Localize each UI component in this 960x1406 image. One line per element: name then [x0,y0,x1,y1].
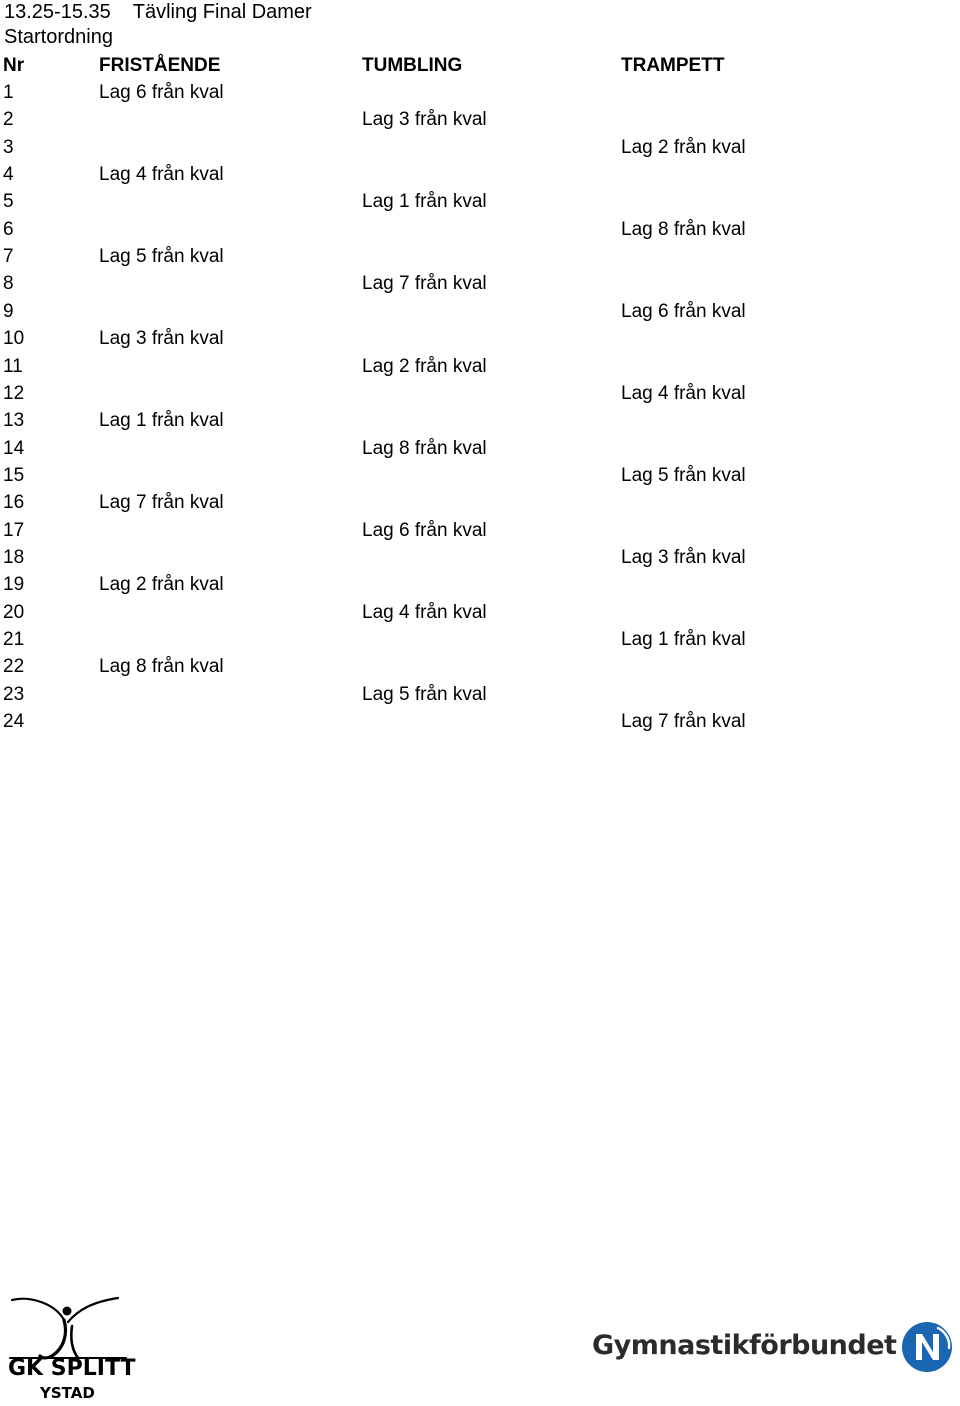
gk-splitt-name: GK SPLITT [8,1356,136,1381]
cell-nr: 23 [3,684,25,705]
cell-nr: 1 [3,82,14,103]
header-trampett: TRAMPETT [621,55,725,76]
cell-tumbling: Lag 2 från kval [362,356,487,377]
cell-fristaende: Lag 7 från kval [99,492,224,513]
cell-nr: 16 [3,492,25,513]
cell-fristaende: Lag 6 från kval [99,82,224,103]
cell-nr: 22 [3,656,25,677]
cell-trampett: Lag 8 från kval [621,219,746,240]
cell-tumbling: Lag 7 från kval [362,273,487,294]
cell-nr: 7 [3,246,14,267]
cell-trampett: Lag 4 från kval [621,383,746,404]
cell-tumbling: Lag 3 från kval [362,109,487,130]
cell-nr: 18 [3,547,25,568]
cell-fristaende: Lag 2 från kval [99,574,224,595]
cell-nr: 20 [3,602,25,623]
event-name: Tävling Final Damer [132,1,312,23]
cell-tumbling: Lag 5 från kval [362,684,487,705]
cell-trampett: Lag 6 från kval [621,301,746,322]
cell-trampett: Lag 1 från kval [621,629,746,650]
title-line [4,0,312,24]
cell-trampett: Lag 3 från kval [621,547,746,568]
cell-nr: 4 [3,164,14,185]
cell-trampett: Lag 5 från kval [621,465,746,486]
cell-nr: 10 [3,328,25,349]
cell-nr: 17 [3,520,25,541]
cell-nr: 12 [3,383,25,404]
gymnastikforbundet-n-icon [900,1320,954,1374]
cell-fristaende: Lag 5 från kval [99,246,224,267]
cell-tumbling: Lag 4 från kval [362,602,487,623]
cell-trampett: Lag 7 från kval [621,711,746,732]
cell-nr: 19 [3,574,25,595]
cell-nr: 2 [3,109,14,130]
cell-nr: 8 [3,273,14,294]
cell-fristaende: Lag 3 från kval [99,328,224,349]
cell-tumbling: Lag 6 från kval [362,520,487,541]
cell-nr: 5 [3,191,14,212]
cell-nr: 15 [3,465,25,486]
cell-tumbling: Lag 8 från kval [362,438,487,459]
cell-tumbling: Lag 1 från kval [362,191,487,212]
cell-fristaende: Lag 1 från kval [99,410,224,431]
header-nr: Nr [3,55,25,76]
cell-nr: 24 [3,711,25,732]
gymnastikforbundet-logo [592,1320,954,1378]
cell-nr: 9 [3,301,14,322]
header-tumbling: TUMBLING [362,55,463,76]
header-fristaende: FRISTÅENDE [99,55,221,76]
cell-fristaende: Lag 4 från kval [99,164,224,185]
subtitle: Startordning [4,26,113,48]
cell-nr: 14 [3,438,25,459]
gymnastikforbundet-wordmark: Gymnastikförbundet [592,1330,897,1361]
session-time: 13.25-15.35 [4,1,111,23]
cell-nr: 11 [3,356,23,377]
gk-splitt-city: YSTAD [40,1384,95,1402]
gk-splitt-logo [6,1292,136,1404]
cell-nr: 6 [3,219,14,240]
cell-nr: 21 [3,629,25,650]
cell-nr: 3 [3,137,14,158]
gymnast-figure-icon [6,1292,132,1362]
cell-trampett: Lag 2 från kval [621,137,746,158]
cell-nr: 13 [3,410,25,431]
cell-fristaende: Lag 8 från kval [99,656,224,677]
